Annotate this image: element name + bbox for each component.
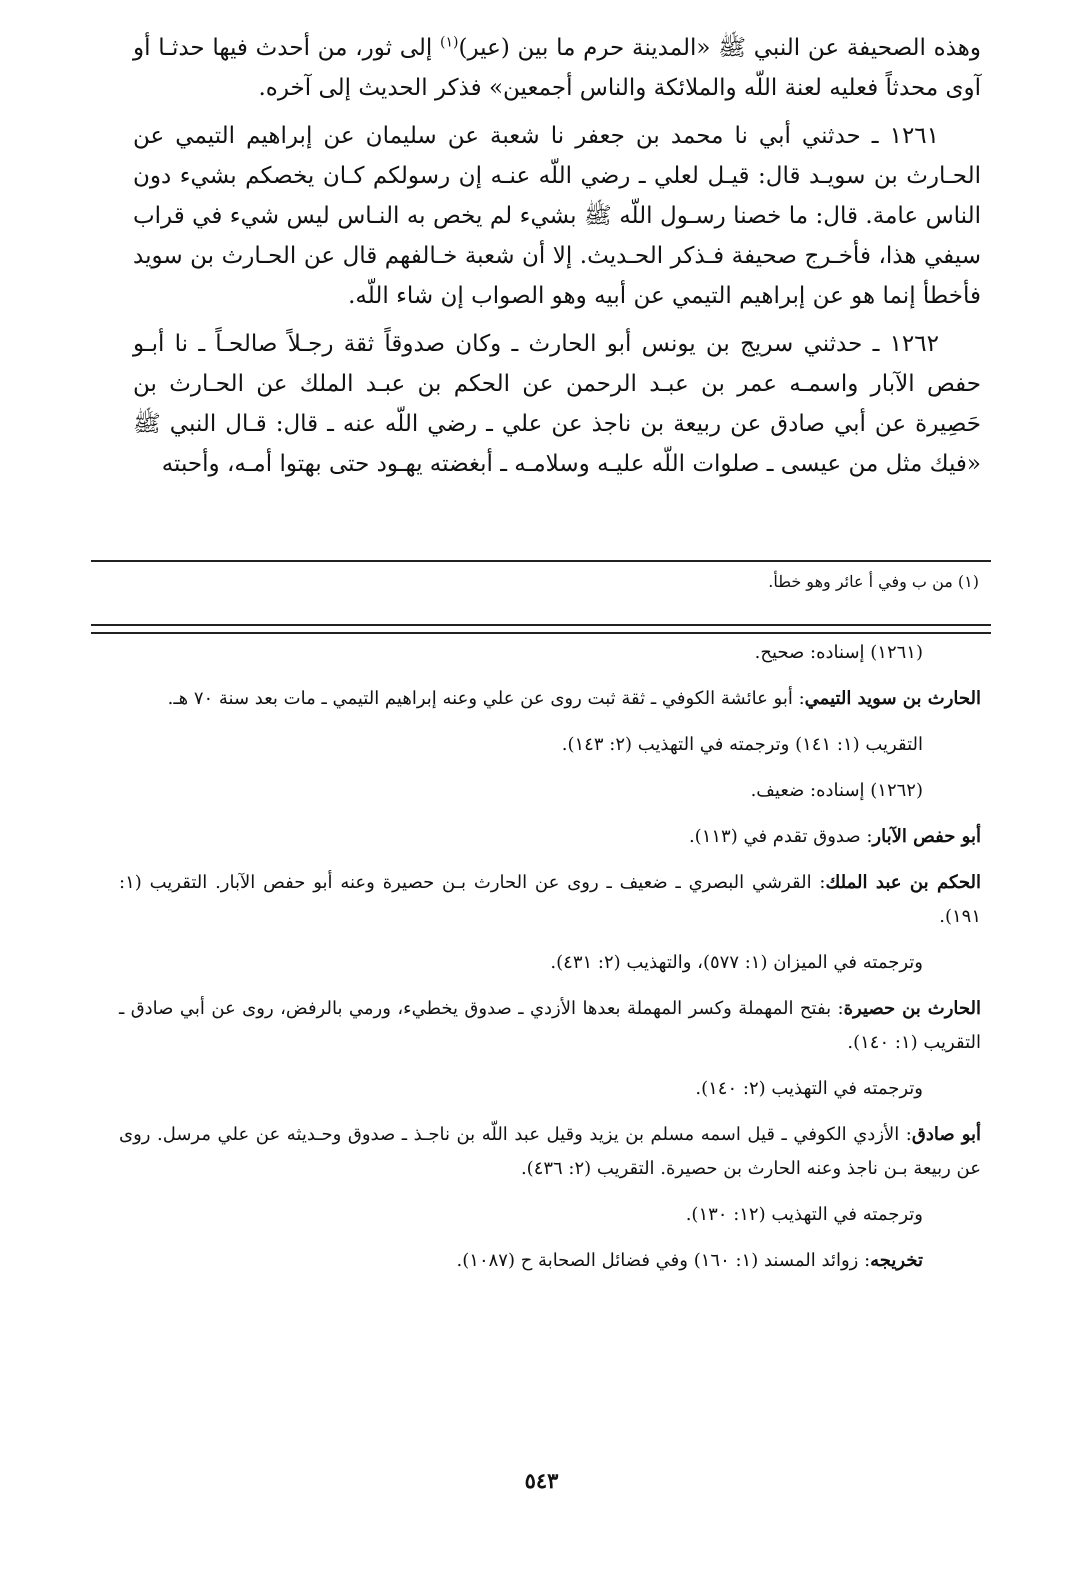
footnote-separator <box>91 560 991 562</box>
footnote-reference: (١) <box>440 34 459 51</box>
note-isnad-1262: (١٢٦٢) إسناده: ضعيف. <box>750 780 923 801</box>
paragraph-sahifa-part1: وهذه الصحيفة عن النبي ﷺ «المدينة حرم ما بين (عير) <box>458 35 981 61</box>
note-harith-bin-suwayd: الحارث بن سويد التيمي: أبو عائشة الكوفي ـ ثقة ثبت روى عن علي وعنه إبراهيم التيمي ـ مات بعد سنة ٧٠ هـ. <box>167 688 981 709</box>
page-number: ٥٤٣ <box>524 1468 559 1493</box>
footnote-1: (١) من ب وفي أ عائر وهو خطأ. <box>768 572 979 591</box>
commentary-notes <box>119 636 981 1290</box>
note-abu-hafs: أبو حفص الآبار: صدوق تقدم في (١١٣). <box>688 826 981 847</box>
note-tahdhib-140: وترجمته في التهذيب (٢: ١٤٠). <box>695 1078 923 1099</box>
paragraph-sahifa-part2: إلى ثور، من أحدث فيها حدثـا أو آوى محدثاً فعليه لعنة اللّه والملائكة والناس أجمعين» فذكر الحديث إلى آخره. <box>133 35 981 101</box>
note-abu-sadiq: أبو صادق: الأزدي الكوفي ـ قيل اسمه مسلم بن يزيد وقيل عبد اللّه بن ناجـذ ـ صدوق وحـديثه عن علي مرسل. روى عن ربيعة بـن ناجذ وعنه الحارث بن حصيرة. التقريب (٢: ٤٣٦). <box>119 1124 982 1179</box>
note-takhrij: تخريجه: زوائد المسند (١: ١٦٠) وفي فضائل الصحابة ح (١٠٨٧). <box>456 1250 923 1271</box>
note-tahdhib-130: وترجمته في التهذيب (١٢: ١٣٠). <box>685 1204 923 1225</box>
paragraph-sahifa <box>133 28 981 108</box>
hadith-1262: ١٢٦٢ ـ حدثني سريج بن يونس أبو الحارث ـ وكان صدوقاً ثقة رجـلاً صالحـاً ـ نا أبـو حفص الآبار واسمـه عمر بن عبـد الرحمن عن الحكم بن عبـد الملك عن الحـارث بن حَصِيرة عن أبي صادق عن ربيعة بن ناجذ عن علي ـ رضي اللّه عنه ـ قال: قـال النبي ﷺ «فيك مثل من عيسى ـ صلوات اللّه عليـه وسلامـه ـ أبغضته يهـود حتى بهتوا أمـه، وأحبته <box>133 331 981 477</box>
note-taqrib-1: التقريب (١: ١٤١) وترجمته في التهذيب (٢: ١٤٣). <box>561 734 923 755</box>
commentary-separator <box>91 624 991 634</box>
hadith-1261: ١٢٦١ ـ حدثني أبي نا محمد بن جعفر نا شعبة عن سليمان عن إبراهيم التيمي عن الحـارث بن سويـد قال: قيـل لعلي ـ رضي اللّه عنـه إن رسولكم كـان يخصكم بشيء دون الناس عامة. قال: ما خصنا رسـول اللّه ﷺ بشيء لم يخص به النـاس ليس شيء في قراب سيفي هذا، فأخـرج صحيفة فـذكر الحـديث. إلا أن شعبة خـالفهم قال عن الحـارث بن سويد فأخطأ إنما هو عن إبراهيم التيمي عن أبيه وهو الصواب إن شاء اللّه. <box>133 123 981 309</box>
note-hakam: الحكم بن عبد الملك: القرشي البصري ـ ضعيف ـ روى عن الحارث بـن حصيرة وعنه أبو حفص الآبار. التقريب (١: ١٩١). <box>119 872 981 927</box>
note-harith-bin-hasira: الحارث بن حصيرة: بفتح المهملة وكسر المهملة بعدها الأزدي ـ صدوق يخطيء، ورمي بالرفض، روى عن أبي صادق ـ التقريب (١: ١٤٠). <box>119 998 981 1053</box>
main-hadith-text <box>133 28 981 492</box>
note-mizan: وترجمته في الميزان (١: ٥٧٧)، والتهذيب (٢: ٤٣١). <box>550 952 923 973</box>
note-isnad-1261: (١٢٦١) إسناده: صحيح. <box>754 642 923 663</box>
